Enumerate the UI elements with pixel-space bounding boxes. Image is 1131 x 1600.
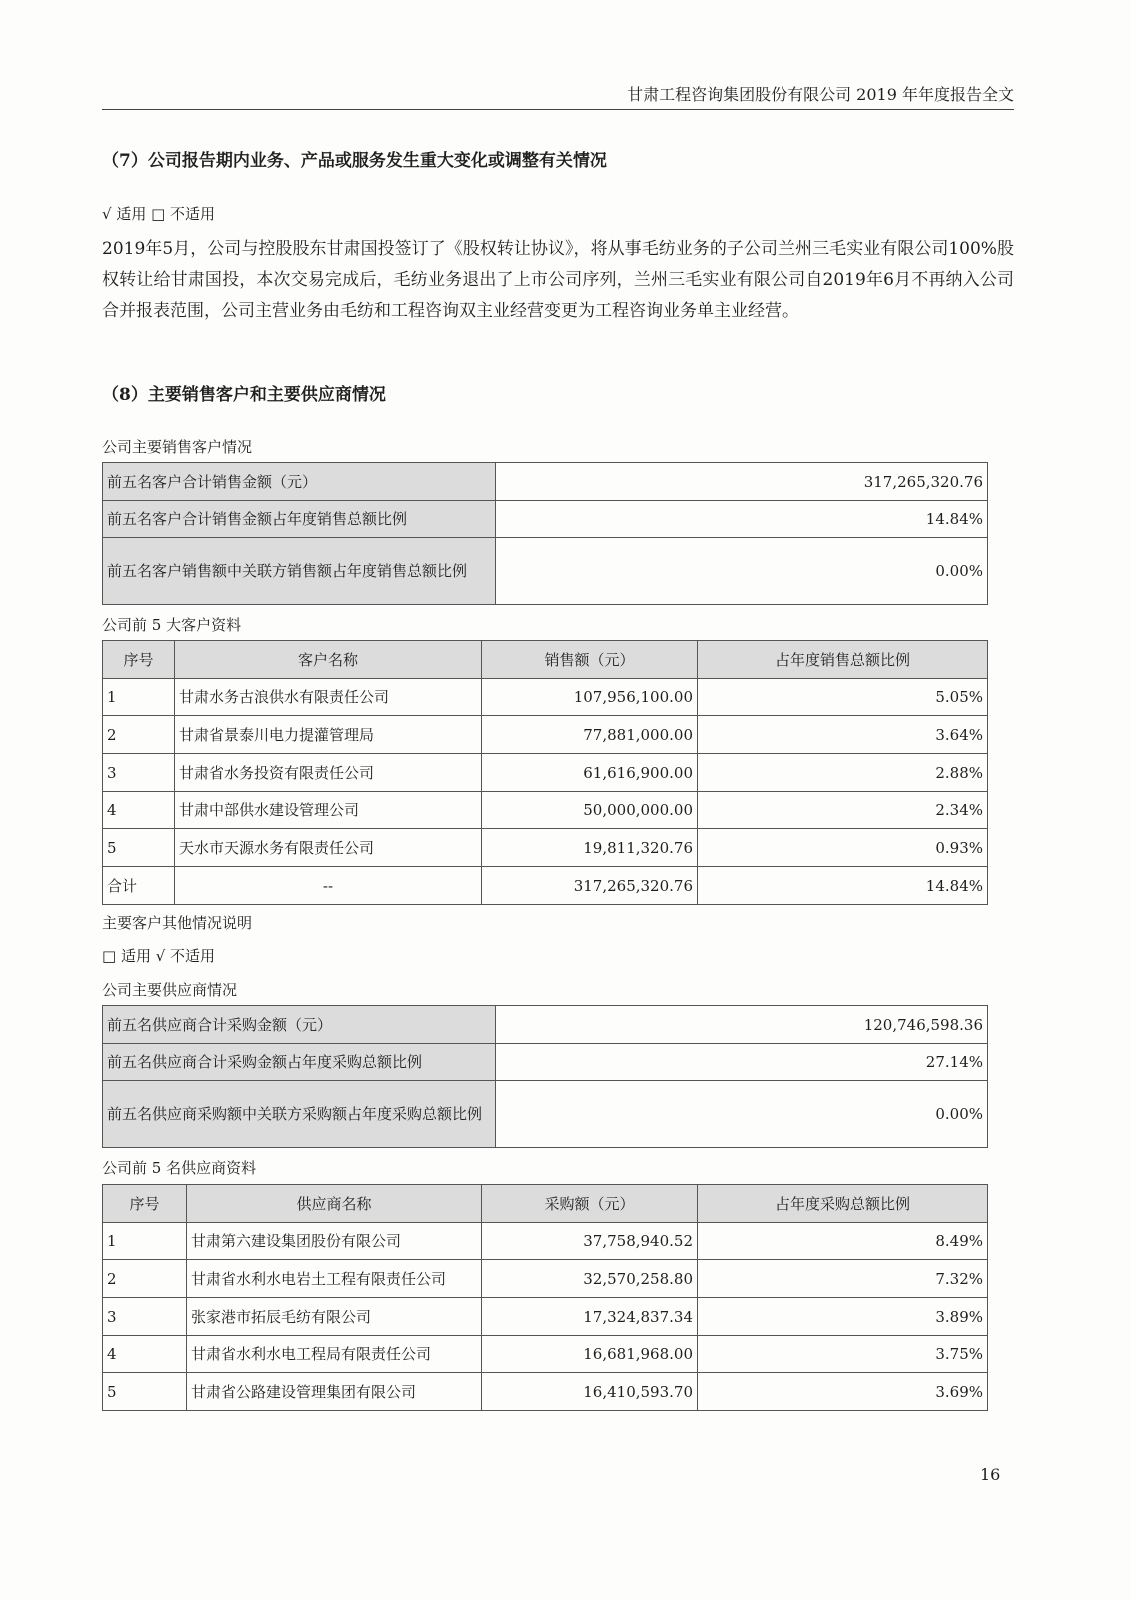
row-index: 合计 bbox=[103, 867, 175, 905]
row-index: 5 bbox=[103, 1373, 187, 1411]
supplier-name: 张家港市拓辰毛纺有限公司 bbox=[187, 1298, 482, 1336]
table-row bbox=[103, 1373, 988, 1411]
summary-label: 前五名供应商采购额中关联方采购额占年度采购总额比例 bbox=[103, 1081, 496, 1148]
table-row bbox=[103, 792, 988, 829]
table-row bbox=[103, 501, 988, 538]
row-index: 1 bbox=[103, 679, 175, 716]
purchase-ratio: 3.69% bbox=[698, 1373, 988, 1411]
sales-ratio: 2.88% bbox=[698, 754, 988, 792]
customer-note-applicable: □ 适用 √ 不适用 bbox=[102, 947, 216, 965]
row-index: 3 bbox=[103, 1298, 187, 1336]
table-row bbox=[103, 1260, 988, 1298]
customer-note-label: 主要客户其他情况说明 bbox=[102, 914, 253, 932]
sales-amount: 317,265,320.76 bbox=[482, 867, 698, 905]
supplier-summary-table bbox=[102, 1005, 988, 1148]
customer-top5-caption: 公司前 5 大客户资料 bbox=[102, 616, 242, 634]
section-7-applicable: √ 适用 □ 不适用 bbox=[102, 205, 216, 223]
sales-ratio: 5.05% bbox=[698, 679, 988, 716]
column-header: 序号 bbox=[103, 1185, 187, 1223]
column-header: 采购额（元） bbox=[482, 1185, 698, 1223]
purchase-ratio: 3.89% bbox=[698, 1298, 988, 1336]
table-row bbox=[103, 1081, 988, 1148]
customer-name: 甘肃省景泰川电力提灌管理局 bbox=[175, 716, 482, 754]
row-index: 2 bbox=[103, 1260, 187, 1298]
summary-label: 前五名客户销售额中关联方销售额占年度销售总额比例 bbox=[103, 538, 496, 605]
supplier-name: 甘肃省水利水电工程局有限责任公司 bbox=[187, 1336, 482, 1373]
table-row bbox=[103, 679, 988, 716]
customer-name: -- bbox=[175, 867, 482, 905]
purchase-amount: 16,410,593.70 bbox=[482, 1373, 698, 1411]
table-row bbox=[103, 1336, 988, 1373]
row-index: 4 bbox=[103, 792, 175, 829]
table-row bbox=[103, 829, 988, 867]
column-header: 序号 bbox=[103, 641, 175, 679]
table-row bbox=[103, 1044, 988, 1081]
summary-value: 0.00% bbox=[496, 1081, 988, 1148]
purchase-amount: 17,324,837.34 bbox=[482, 1298, 698, 1336]
row-index: 1 bbox=[103, 1223, 187, 1260]
customer-name: 甘肃中部供水建设管理公司 bbox=[175, 792, 482, 829]
summary-value: 14.84% bbox=[496, 501, 988, 538]
page-header: 甘肃工程咨询集团股份有限公司 2019 年年度报告全文 bbox=[102, 82, 1014, 110]
table-row bbox=[103, 538, 988, 605]
purchase-ratio: 3.75% bbox=[698, 1336, 988, 1373]
column-header: 销售额（元） bbox=[482, 641, 698, 679]
customer-summary-table bbox=[102, 462, 988, 605]
summary-value: 0.00% bbox=[496, 538, 988, 605]
customer-name: 甘肃水务古浪供水有限责任公司 bbox=[175, 679, 482, 716]
sales-ratio: 0.93% bbox=[698, 829, 988, 867]
customer-name: 甘肃省水务投资有限责任公司 bbox=[175, 754, 482, 792]
column-header: 占年度销售总额比例 bbox=[698, 641, 988, 679]
supplier-name: 甘肃省公路建设管理集团有限公司 bbox=[187, 1373, 482, 1411]
table-row bbox=[103, 1223, 988, 1260]
summary-label: 前五名客户合计销售金额占年度销售总额比例 bbox=[103, 501, 496, 538]
section-7-title: （7）公司报告期内业务、产品或服务发生重大变化或调整有关情况 bbox=[102, 151, 607, 171]
sales-ratio: 14.84% bbox=[698, 867, 988, 905]
column-header: 供应商名称 bbox=[187, 1185, 482, 1223]
row-index: 3 bbox=[103, 754, 175, 792]
purchase-ratio: 7.32% bbox=[698, 1260, 988, 1298]
table-header-row bbox=[103, 1185, 988, 1223]
section-8-title: （8）主要销售客户和主要供应商情况 bbox=[102, 385, 386, 405]
customer-caption: 公司主要销售客户情况 bbox=[102, 438, 253, 456]
row-index: 5 bbox=[103, 829, 175, 867]
purchase-amount: 16,681,968.00 bbox=[482, 1336, 698, 1373]
table-total-row bbox=[103, 867, 988, 905]
page-number: 16 bbox=[980, 1465, 1001, 1484]
sales-amount: 50,000,000.00 bbox=[482, 792, 698, 829]
column-header: 客户名称 bbox=[175, 641, 482, 679]
purchase-ratio: 8.49% bbox=[698, 1223, 988, 1260]
table-header-row bbox=[103, 641, 988, 679]
supplier-name: 甘肃第六建设集团股份有限公司 bbox=[187, 1223, 482, 1260]
summary-label: 前五名供应商合计采购金额（元） bbox=[103, 1006, 496, 1044]
summary-value: 120,746,598.36 bbox=[496, 1006, 988, 1044]
sales-amount: 61,616,900.00 bbox=[482, 754, 698, 792]
customer-name: 天水市天源水务有限责任公司 bbox=[175, 829, 482, 867]
sales-amount: 19,811,320.76 bbox=[482, 829, 698, 867]
supplier-caption: 公司主要供应商情况 bbox=[102, 981, 238, 999]
summary-value: 317,265,320.76 bbox=[496, 463, 988, 501]
table-row bbox=[103, 716, 988, 754]
supplier-top5-caption: 公司前 5 名供应商资料 bbox=[102, 1159, 257, 1177]
purchase-amount: 37,758,940.52 bbox=[482, 1223, 698, 1260]
sales-ratio: 2.34% bbox=[698, 792, 988, 829]
purchase-amount: 32,570,258.80 bbox=[482, 1260, 698, 1298]
summary-value: 27.14% bbox=[496, 1044, 988, 1081]
section-7-paragraph: 2019年5月，公司与控股股东甘肃国投签订了《股权转让协议》，将从事毛纺业务的子公司兰州三毛实业有限公司100%股权转让给甘肃国投，本次交易完成后，毛纺业务退出了上市公司序列，兰州三毛实业有限公司自2019年6月不再纳入公司合并报表范围，公司主营业务由毛纺和工程咨询双主业经营变更为工程咨询业务单主业经营。 bbox=[102, 239, 1014, 321]
row-index: 4 bbox=[103, 1336, 187, 1373]
table-row bbox=[103, 1298, 988, 1336]
table-row bbox=[103, 754, 988, 792]
row-index: 2 bbox=[103, 716, 175, 754]
table-row bbox=[103, 1006, 988, 1044]
supplier-top5-table bbox=[102, 1184, 988, 1411]
customer-top5-table bbox=[102, 640, 988, 905]
sales-amount: 107,956,100.00 bbox=[482, 679, 698, 716]
table-row bbox=[103, 463, 988, 501]
sales-ratio: 3.64% bbox=[698, 716, 988, 754]
sales-amount: 77,881,000.00 bbox=[482, 716, 698, 754]
summary-label: 前五名供应商合计采购金额占年度采购总额比例 bbox=[103, 1044, 496, 1081]
column-header: 占年度采购总额比例 bbox=[698, 1185, 988, 1223]
summary-label: 前五名客户合计销售金额（元） bbox=[103, 463, 496, 501]
supplier-name: 甘肃省水利水电岩土工程有限责任公司 bbox=[187, 1260, 482, 1298]
